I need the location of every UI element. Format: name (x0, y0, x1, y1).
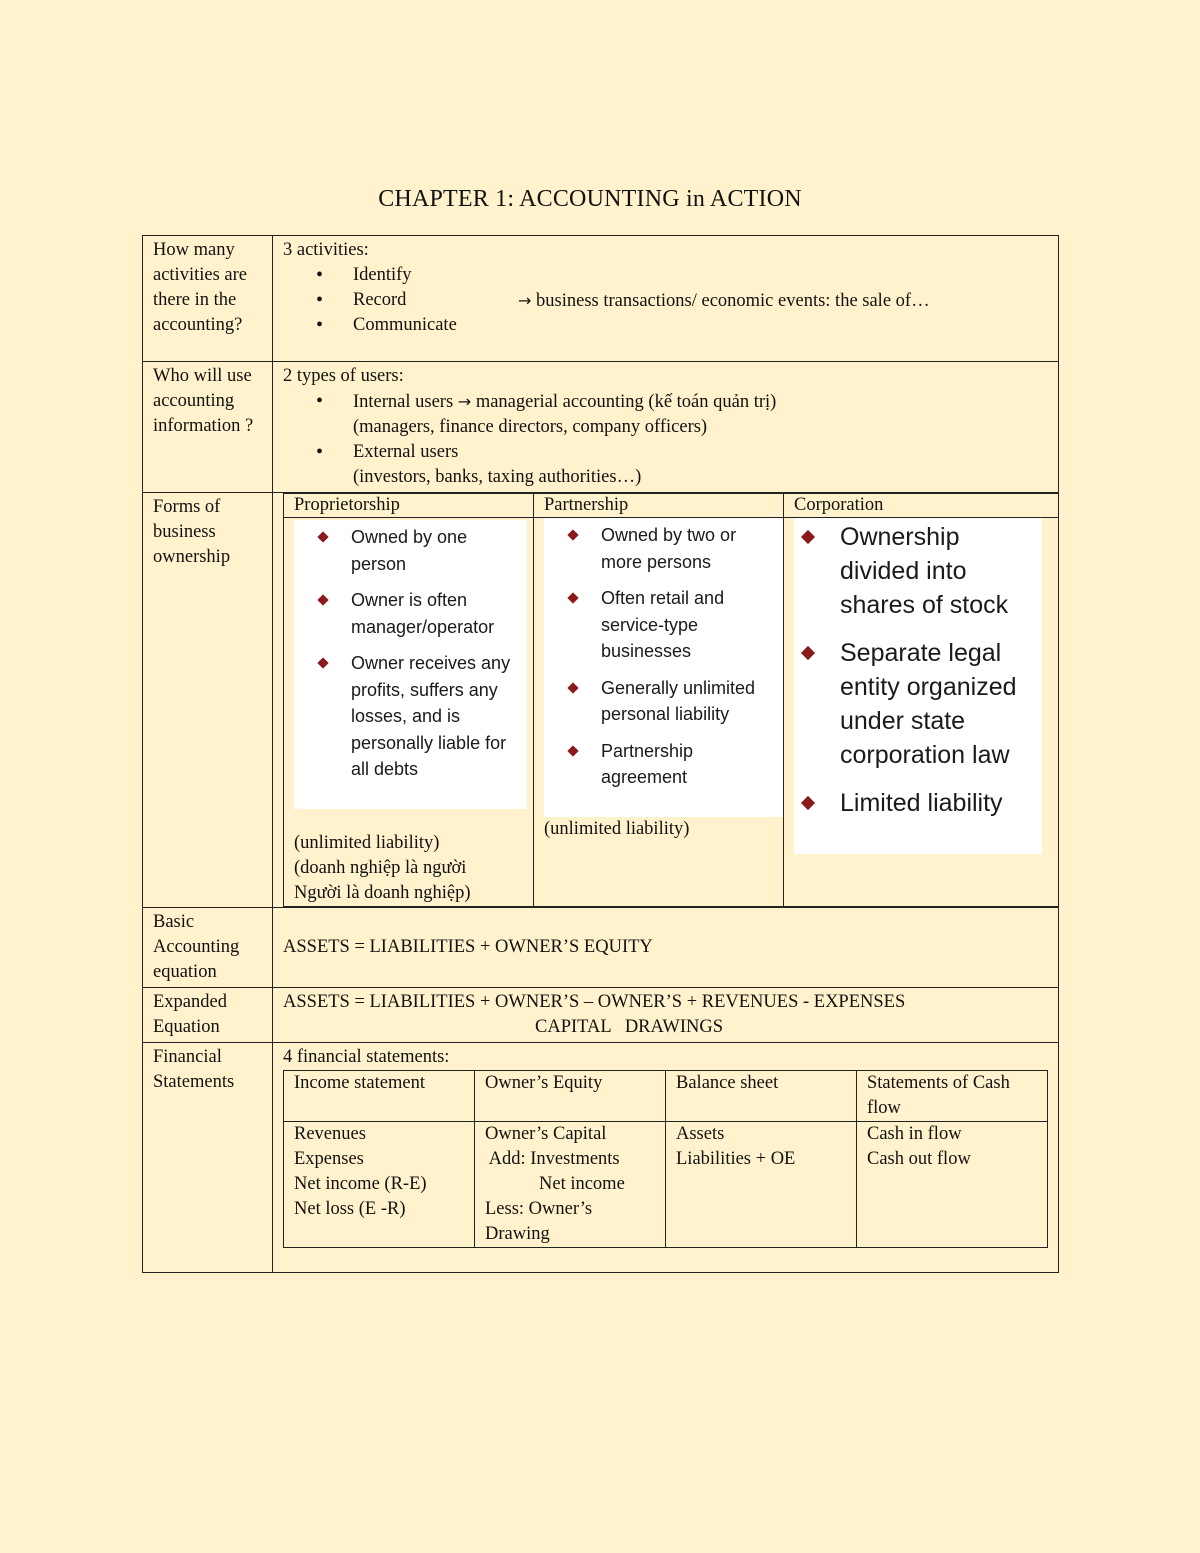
note-line: (doanh nghiệp là người (294, 857, 467, 878)
activity-note (518, 288, 930, 314)
financial-statements-label: Financial Statements (143, 1042, 273, 1272)
form-header: Proprietorship (284, 494, 534, 518)
activity-item-label: Record (353, 290, 407, 310)
activities-list (283, 263, 1052, 338)
partnership-box (544, 518, 783, 817)
note-line: (unlimited liability) (544, 818, 690, 839)
activities-label: How many activities are there in the accounting? (143, 236, 273, 362)
forms-cell (273, 493, 1059, 908)
financial-statements-cell (273, 1042, 1059, 1272)
basic-equation-label: Basic Accounting equation (143, 907, 273, 987)
partnership-cell (534, 518, 784, 907)
users-label: Who will use accounting information ? (143, 362, 273, 493)
bullet-item: Separate legal entity organized under state corporation law (840, 636, 1036, 772)
fs-line: Cash in flow (867, 1123, 962, 1144)
proprietorship-notes (294, 831, 533, 906)
bullet-item: Owner is often manager/operator (351, 587, 521, 640)
user-type-internal (353, 389, 1052, 440)
fs-line: Add: Investments (485, 1148, 620, 1169)
activity-item: • Communicate (353, 313, 1052, 338)
fs-line: Revenues (294, 1123, 366, 1144)
bullet-item: Owner receives any profits, suffers any losses, and is personally liable for all debts (351, 650, 521, 783)
corporation-bullets (840, 520, 1036, 820)
users-list (283, 389, 1052, 490)
arrow-right-icon: → (518, 291, 532, 310)
internal-users-note: managerial accounting (kế toán quản trị) (475, 392, 777, 412)
bullet-item: Often retail and service-type businesses (601, 585, 777, 665)
forms-body-row (284, 518, 1059, 907)
activity-note-text: business transactions/ economic events: the sale of… (536, 291, 930, 311)
fs-line: Net income (539, 1173, 625, 1194)
fs-line: Less: Owner’s Drawing (485, 1198, 593, 1244)
users-intro: 2 types of users: (283, 366, 404, 386)
ownership-forms-table (283, 493, 1059, 907)
expanded-equation-cell (273, 987, 1059, 1042)
expanded-equation: ASSETS = LIABILITIES + OWNER’S – OWNER’S + REVENUES - EXPENSES (283, 991, 906, 1012)
financial-statements-row (143, 1042, 1059, 1272)
users-row (143, 362, 1059, 493)
bullet-item: Owned by one person (351, 524, 521, 577)
fs-header: Statements of Cash flow (857, 1070, 1048, 1121)
forms-row (143, 493, 1059, 908)
internal-users-examples: (managers, finance directors, company officers) (353, 417, 708, 437)
financial-statements-table (283, 1070, 1048, 1248)
fs-header: Owner’s Equity (475, 1070, 666, 1121)
corporation-cell (784, 518, 1059, 907)
proprietorship-cell (284, 518, 534, 907)
users-cell (273, 362, 1059, 493)
expanded-equation-label: Expanded Equation (143, 987, 273, 1042)
owners-equity-cell (475, 1121, 666, 1247)
internal-users-label: Internal users (353, 392, 454, 412)
fs-header-row (284, 1070, 1048, 1121)
external-users-label: External users (353, 442, 459, 462)
note-line: Người là doanh nghiệp) (294, 882, 471, 903)
external-users-examples: (investors, banks, taxing authorities…) (353, 467, 642, 487)
form-header: Corporation (784, 494, 1059, 518)
expanded-equation-subline: CAPITAL DRAWINGS (535, 1016, 724, 1037)
basic-equation-cell (273, 907, 1059, 987)
fs-body-row (284, 1121, 1048, 1247)
fs-line: Assets (676, 1123, 725, 1144)
proprietorship-box (294, 520, 527, 809)
partnership-bullets (601, 522, 777, 791)
forms-label: Forms of business ownership (143, 493, 273, 908)
bullet-item: Partnership agreement (601, 738, 777, 791)
basic-equation-row (143, 907, 1059, 987)
fs-header: Income statement (284, 1070, 475, 1121)
basic-equation: ASSETS = LIABILITIES + OWNER’S EQUITY (283, 936, 653, 957)
partnership-notes (544, 817, 783, 842)
chapter-table (142, 235, 1059, 1273)
corporation-box (794, 518, 1042, 854)
fs-line: Liabilities + OE (676, 1148, 796, 1169)
fs-line: Expenses (294, 1148, 364, 1169)
bullet-item: Limited liability (840, 786, 1036, 820)
activity-item: • Identify (353, 263, 1052, 288)
fs-line: Net loss (E -R) (294, 1198, 406, 1219)
fs-header: Balance sheet (666, 1070, 857, 1121)
arrow-right-icon: → (457, 392, 472, 411)
forms-header-row (284, 494, 1059, 518)
fs-line: Net income (R-E) (294, 1173, 427, 1194)
note-line: (unlimited liability) (294, 832, 440, 853)
page-title: CHAPTER 1: ACCOUNTING in ACTION (378, 186, 802, 212)
fs-line: Cash out flow (867, 1148, 971, 1169)
income-statement-cell (284, 1121, 475, 1247)
form-header: Partnership (534, 494, 784, 518)
bullet-item: Owned by two or more persons (601, 522, 777, 575)
activity-item (353, 288, 1052, 313)
expanded-equation-row (143, 987, 1059, 1042)
financial-statements-intro: 4 financial statements: (283, 1046, 450, 1067)
balance-sheet-cell (666, 1121, 857, 1247)
fs-line: Owner’s Capital (485, 1123, 607, 1144)
activities-intro: 3 activities: (283, 240, 369, 260)
bullet-item: Ownership divided into shares of stock (840, 520, 1036, 622)
bullet-item: Generally unlimited personal liability (601, 675, 777, 728)
activities-cell (273, 236, 1059, 362)
activities-row (143, 236, 1059, 362)
user-type-external (353, 440, 1052, 490)
proprietorship-bullets (351, 524, 521, 783)
cash-flow-cell (857, 1121, 1048, 1247)
